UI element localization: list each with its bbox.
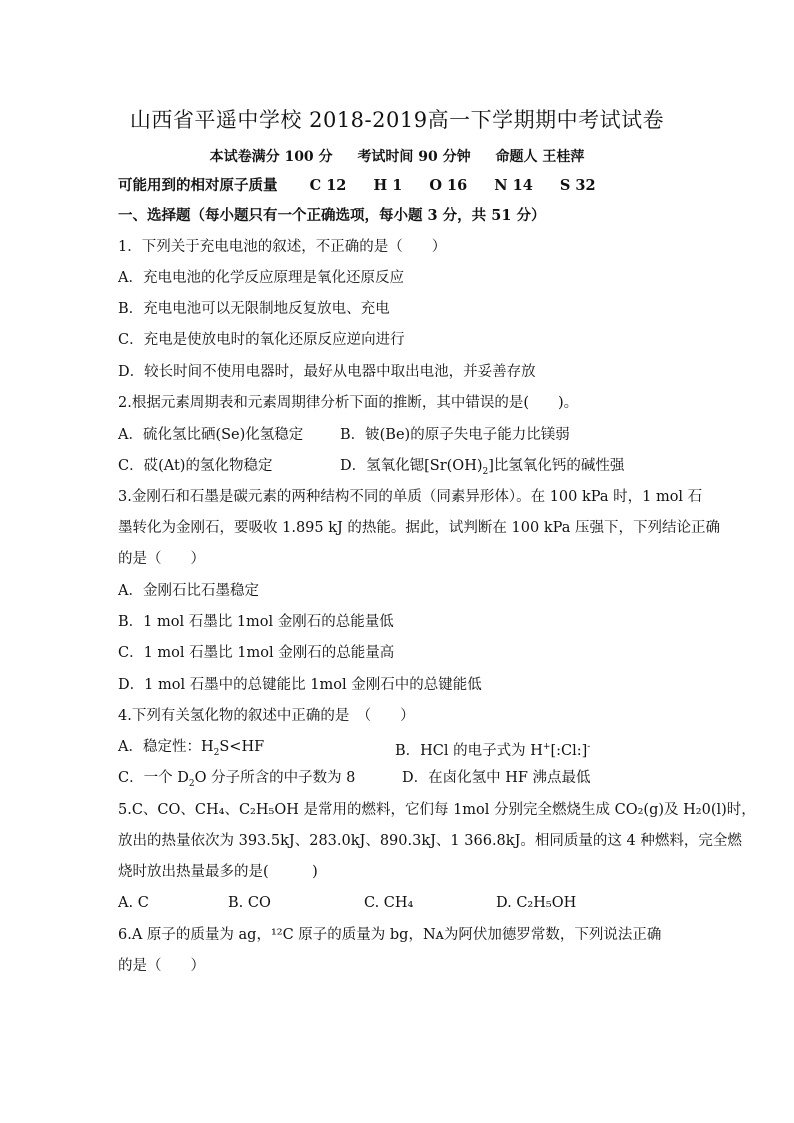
q3-stem-line-1: 3.金刚石和石墨是碳元素的两种结构不同的单质（同素异形体）。在 100 kPa 时，1 mol 石 [118,489,703,505]
atomic-mass-s: S 32 [559,177,596,194]
exam-author: 命题人 王桂萍 [495,149,585,165]
q3-option-d: D．1 mol 石墨中的总键能比 1mol 金刚石中的总键能低 [118,677,482,693]
q3-stem-line-2: 墨转化为金刚石，要吸收 1.895 kJ 的热能。据此，试判断在 100 kPa 压强下，下列结论正确 [118,520,720,536]
q1-stem: 1．下列关于充电电池的叙述，不正确的是（ ） [118,239,447,255]
q4-option-a: A．稳定性：$H_2S<HF$ [118,739,265,758]
q3-stem-line-3: 的是（ ） [118,551,205,567]
q1-option-a: A．充电电池的化学反应原理是氧化还原反应 [118,270,404,286]
q5-option-c: C. CH₄ [364,895,414,911]
q5-stem-line-1: 5.C、CO、CH₄、C₂H₅OH 是常用的燃料，它们每 1mol 分别完全燃烧生成 CO₂(g)及 H₂0(l)时， [118,802,756,818]
q2-stem: 2.根据元素周期表和元素周期律分析下面的推断，其中错误的是( )。 [118,395,579,411]
q5-option-b: B. CO [228,895,271,911]
exam-title: 山西省平遥中学校 2018-2019高一下学期期中考试试卷 [129,108,665,132]
q1-option-b: B．充电电池可以无限制地反复放电、充电 [118,301,390,317]
q1-option-d: D．较长时间不使用电器时，最好从电器中取出电池，并妥善存放 [118,364,536,380]
q4-stem: 4.下列有关氢化物的叙述中正确的是 （ ） [118,708,415,724]
atomic-mass-h: H 1 [373,177,403,194]
q5-stem-line-2: 放出的热量依次为 393.5kJ、283.0kJ、890.3kJ、1 366.8kJ。相同质量的这 4 种燃料，完全燃 [118,833,742,849]
q2-options-cd [118,456,625,477]
q5-stem-line-3: 烧时放出热量最多的是( ) [118,864,318,880]
q4-options-cd [118,768,591,794]
q2-option-a: A．硫化氢比硒(Se)化氢稳定 [118,427,304,443]
exam-duration: 考试时间 90 分钟 [357,149,471,165]
q2-option-b: B．铍(Be)的原子失电子能力比镁弱 [340,427,570,443]
q3-option-a: A．金刚石比石墨稳定 [118,583,259,599]
q3-option-b: B．1 mol 石墨比 1mol 金刚石的总能量低 [118,614,394,630]
q1-option-c: C．充电是使放电时的氧化还原反应逆向进行 [118,332,405,348]
atomic-mass-n: N 14 [494,177,533,194]
q2-option-d: D．氢氧化锶$[Sr(OH)_2]$比氢氧化钙的碱性强 [340,458,625,477]
section-heading: 一、选择题（每小题只有一个正确选项，每小题 3 分，共 51 分） [118,207,546,224]
atomic-mass-line [118,176,596,196]
q6-stem-line-2: 的是（ ） [118,958,205,974]
q4-options-ab [118,737,591,763]
atomic-mass-c: C 12 [309,177,347,194]
q4-option-d: D．在卤化氢中 HF 沸点最低 [402,770,591,786]
q4-option-c: C．一个 $D_2O$ 分子所含的中子数为 8 [118,770,356,789]
atomic-mass-label: 可能用到的相对原子质量 [118,177,278,194]
q2-option-c: C．砹(At)的氢化物稳定 [118,458,273,474]
q6-stem-line-1: 6.A 原子的质量为 ag，¹²C 原子的质量为 bg，Nᴀ为阿伏加德罗常数，下列说法正确 [118,927,662,943]
atomic-mass-o: O 16 [429,177,468,194]
q5-option-d: D. C₂H₅OH [496,895,577,911]
q2-options-ab [118,425,570,445]
exam-info [0,146,794,166]
full-score: 本试卷满分 100 分 [209,149,333,165]
q5-option-a: A. C [118,895,149,911]
q4-option-b: B．HCl 的电子式为 H+[:Cl:]- [395,742,591,759]
q3-option-c: C．1 mol 石墨比 1mol 金刚石的总能量高 [118,645,395,661]
